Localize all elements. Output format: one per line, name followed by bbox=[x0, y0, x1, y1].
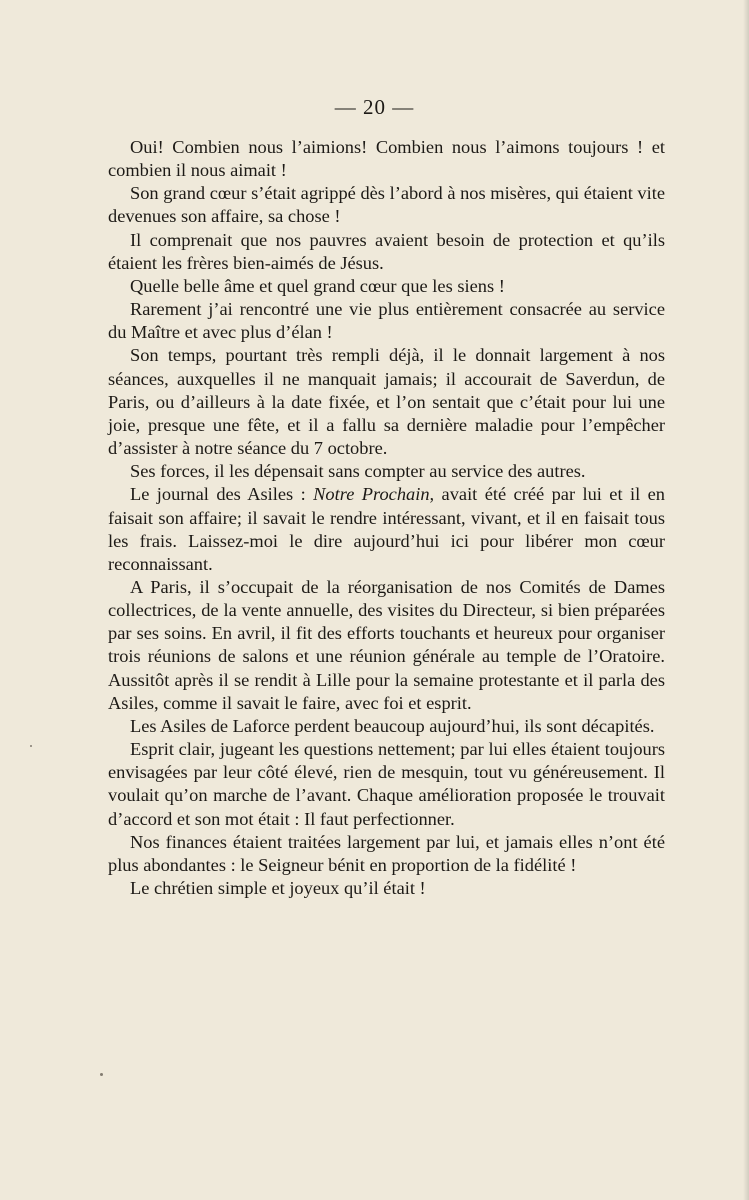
journal-title: Notre Prochain, bbox=[313, 484, 435, 505]
paragraph-13: Le chrétien simple et joyeux qu’il était ! bbox=[130, 878, 426, 898]
paragraph-6: Son temps, pourtant très rempli déjà, il le donnait largement à nos séances, auxquelles il ne manquait jamais; il accourait de Saverdun, de Paris, ou d’ailleurs à la date fixée, et l’on sentait que c’était pour lui une joie, presque une fête, et il a fallu sa dernière maladie pour l’empêcher d’assister à notre séance du 7 octobre. bbox=[108, 345, 665, 459]
paragraph-8-lead: Le journal des Asiles : bbox=[130, 484, 314, 505]
paragraph-8-rest: avait été créé par lui et il en faisait son affaire; il savait le rendre intéressant, vivant, et il en faisait tous les frais. Laissez-moi le dire aujourd’hui ici pour libérer mon cœur reconnaissant. bbox=[108, 484, 665, 574]
paragraph-11: Esprit clair, jugeant les questions nettement; par lui elles étaient toujours envisagées par leur côté élevé, rien de mesquin, tout vu généreusement. Il voulait qu’on marche de l’avant. Chaque amélioration proposée le trouvait d’accord et son mot était : Il faut perfectionner. bbox=[108, 739, 665, 829]
page-edge-shadow bbox=[743, 0, 749, 1200]
paragraph-12: Nos finances étaient traitées largement par lui, et jamais elles n’ont été plus abondantes : le Seigneur bénit en proportion de la fidélité ! bbox=[108, 831, 665, 875]
paragraph-2: Son grand cœur s’était agrippé dès l’abord à nos misères, qui étaient vite devenues son affaire, sa chose ! bbox=[108, 183, 665, 227]
paragraph-10: Les Asiles de Laforce perdent beaucoup aujourd’hui, ils sont décapités. bbox=[130, 715, 655, 736]
paragraph-7: Ses forces, il les dépensait sans compter au service des autres. bbox=[130, 461, 586, 482]
paragraph-8 bbox=[108, 483, 665, 576]
paragraph-5: Rarement j’ai rencontré une vie plus entièrement consacrée au service du Maître et avec plus d’élan ! bbox=[108, 299, 665, 343]
paragraph-4: Quelle belle âme et quel grand cœur que les siens ! bbox=[130, 275, 505, 296]
paper-speck bbox=[30, 745, 32, 747]
page-number: — 20 — bbox=[334, 95, 415, 119]
paper-speck bbox=[100, 1073, 103, 1076]
paragraph-9: A Paris, il s’occupait de la réorganisation de nos Comités de Dames collectrices, de la vente annuelle, des visites du Directeur, si bien préparées par ses soins. En avril, il fit des efforts touchants et heureux pour organiser trois réunions de salons et une réunion générale au temple de l’Oratoire. Aussitôt après il se rendit à Lille pour la semaine protestante et il parla des Asiles, comme il savait le faire, avec foi et esprit. bbox=[108, 576, 665, 713]
paragraph-1: Oui! Combien nous l’aimions! Combien nous l’aimons toujours ! et combien il nous aimait ! bbox=[108, 137, 665, 181]
body-text bbox=[108, 136, 665, 900]
paragraph-3: Il comprenait que nos pauvres avaient besoin de protection et qu’ils étaient les frères bien-aimés de Jésus. bbox=[108, 229, 665, 273]
